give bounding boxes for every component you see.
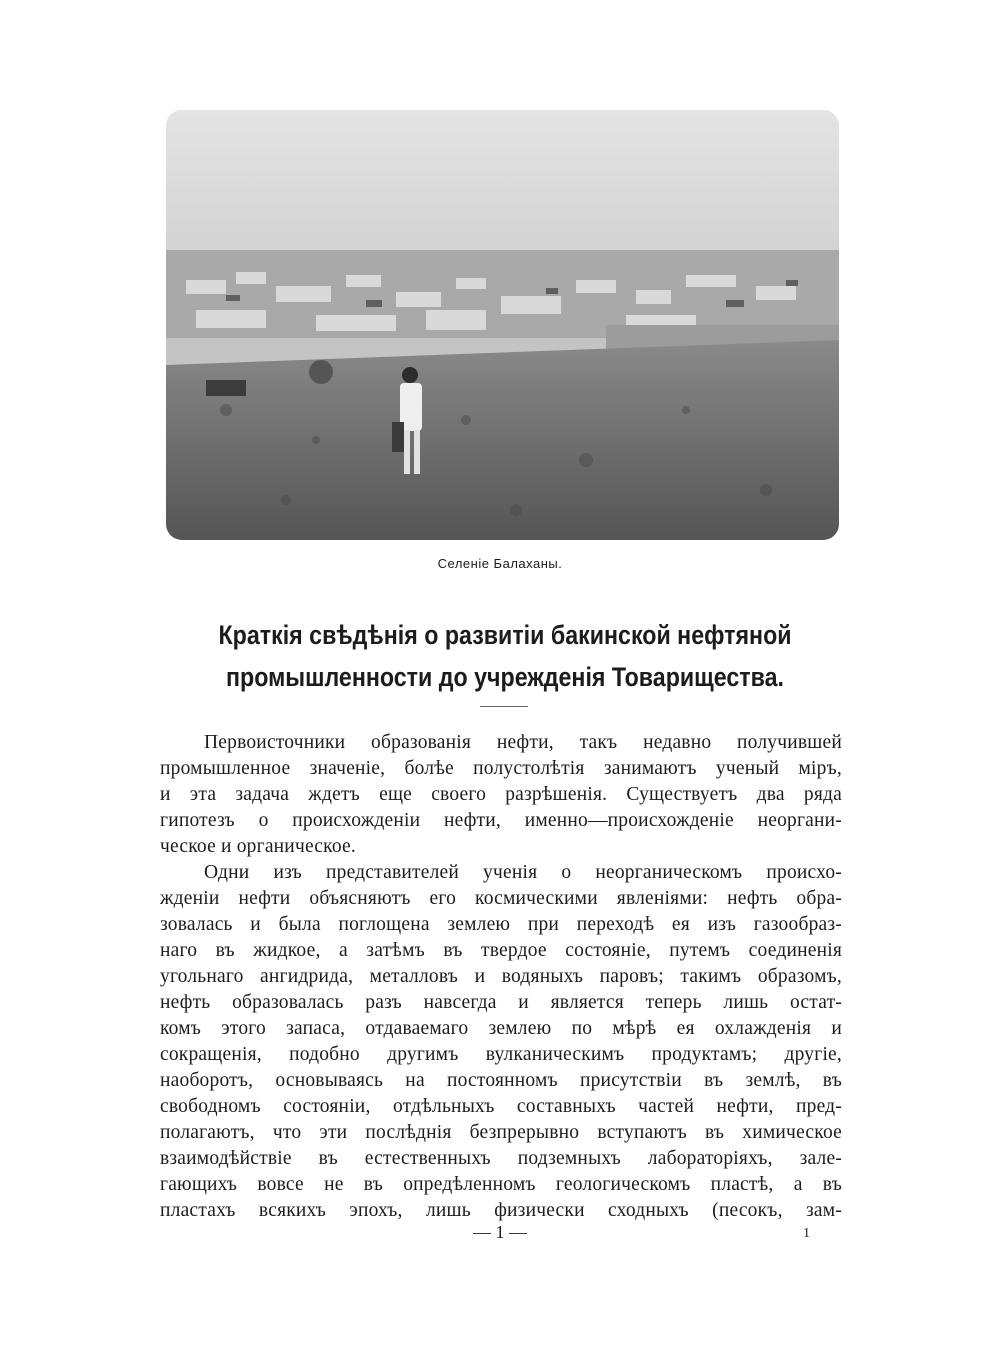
- text-line: наоборотъ, основываясь на постоянномъ присутствіи въ землѣ, въ: [160, 1070, 842, 1091]
- text-line: и эта задача ждетъ еще своего разрѣшенія. Существуетъ два ряда: [160, 784, 842, 805]
- text-line: угольнаго ангидрида, металловъ и водяныхъ паровъ; такимъ образомъ,: [160, 966, 842, 987]
- page-number: — 1 —: [473, 1222, 527, 1242]
- text-line: Первоисточники образованія нефти, такъ недавно получившей: [204, 732, 842, 753]
- title-line-1: Краткія свѣдѣнія о развитіи бакинской нефтяной: [218, 620, 792, 650]
- signature-mark: 1: [803, 1226, 810, 1241]
- text-line: пластахъ всякихъ эпохъ, лишь физически сходныхъ (песокъ, зам-: [160, 1200, 842, 1221]
- text-line: полагаютъ, что эти послѣднія безпрерывно вступаютъ въ химическое: [160, 1122, 842, 1143]
- text-line: гипотезъ о происхожденіи нефти, именно—происхожденіе неоргани-: [160, 810, 842, 831]
- text-line: жденіи нефти объясняютъ его космическими явленіями: нефть обра-: [160, 888, 842, 909]
- title-divider: [480, 706, 528, 707]
- title-line-2: промышленности до учрежденія Товарищества.: [226, 662, 784, 692]
- paragraph-1: [160, 730, 842, 860]
- photo-image: [166, 110, 839, 540]
- text-line: свободномъ состояніи, отдѣльныхъ составныхъ частей нефти, пред-: [160, 1096, 842, 1117]
- text-line: наго въ жидкое, а затѣмъ въ твердое состояніе, путемъ соединенія: [160, 940, 842, 961]
- village-photograph: [166, 110, 839, 540]
- text-line: Одни изъ представителей ученія о неорганическомъ происхо-: [204, 862, 842, 883]
- text-line: нефть образовалась разъ навсегда и является теперь лишь остат-: [160, 992, 842, 1013]
- text-line: гающихъ вовсе не въ опредѣленномъ геологическомъ пластѣ, а въ: [160, 1174, 842, 1195]
- paragraph-2: [160, 860, 842, 1224]
- text-line: взаимодѣйствіе въ естественныхъ подземныхъ лабораторіяхъ, зале-: [160, 1148, 842, 1169]
- text-line: ческое и органическое.: [160, 836, 356, 857]
- article-title: [191, 614, 819, 698]
- article-body: [160, 730, 842, 1224]
- text-line: сокращенія, подобно другимъ вулканическимъ продуктамъ; другіе,: [160, 1044, 842, 1065]
- text-line: зовалась и была поглощена землею при переходѣ ея изъ газообраз-: [160, 914, 842, 935]
- text-line: промышленное значеніе, болѣе полустолѣтія занимаютъ ученый міръ,: [160, 758, 842, 779]
- text-line: комъ этого запаса, отдаваемаго землею по мѣрѣ ея охлажденія и: [160, 1018, 842, 1039]
- photo-caption: Селеніе Балаханы.: [437, 556, 563, 571]
